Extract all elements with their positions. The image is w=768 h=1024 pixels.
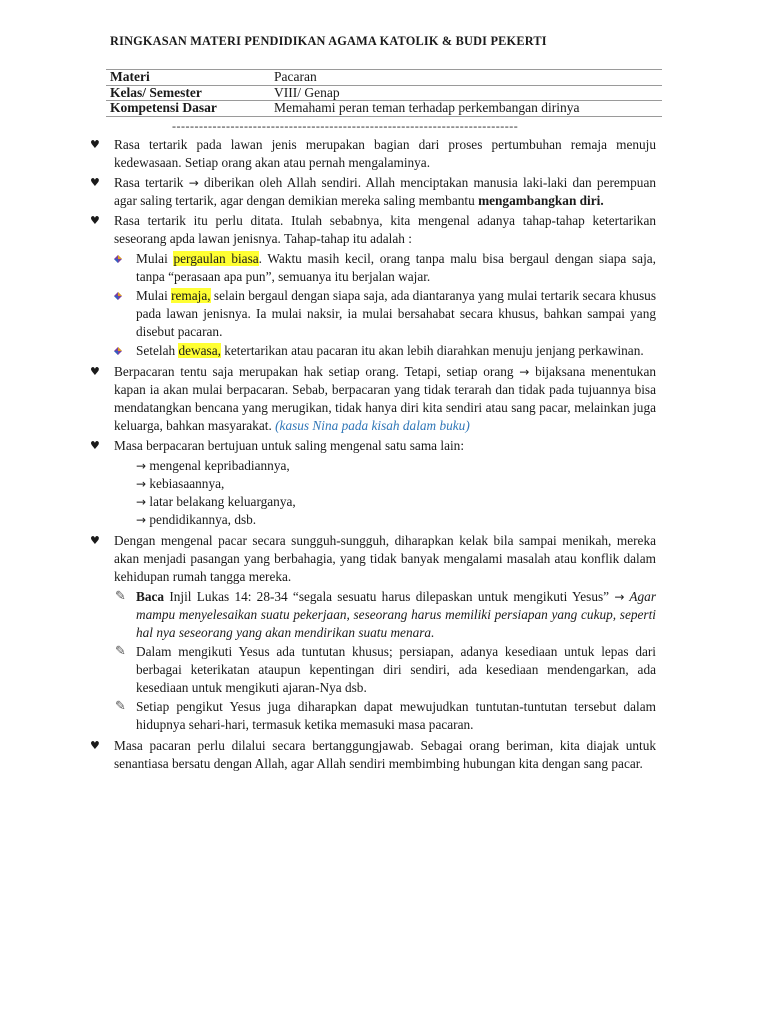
right-arrow-icon: →: [614, 590, 625, 604]
case-note-link: (kasus Nina pada kisah dalam buku): [275, 418, 470, 433]
heart-bullet-icon: ♥: [90, 138, 100, 151]
stage-item: [90, 287, 656, 341]
page-title: RINGKASAN MATERI PENDIDIKAN AGAMA KATOLIK & BUDI PEKERTI: [110, 34, 547, 48]
heart-bullet-icon: ♥: [90, 176, 100, 189]
bullet-paragraph: [90, 437, 656, 455]
list-item: [90, 511, 656, 529]
list-item-text: mengenal kepribadiannya,: [149, 458, 290, 473]
heart-bullet-icon: ♥: [90, 739, 100, 752]
list-item: [90, 475, 656, 493]
baca-label: Baca: [136, 589, 165, 604]
list-item-text: kebiasaannya,: [149, 476, 225, 491]
right-arrow-icon: →: [188, 176, 199, 190]
meta-value: VIII/ Genap: [270, 85, 662, 101]
paragraph-text: Masa pacaran perlu dilalui secara bertanggungjawab. Sebagai orang beriman, kita diajak untuk senantiasa bersatu dengan Allah, agar Allah sendiri membimbing hubungan kita dengan sang pacar.: [114, 738, 656, 771]
paragraph-text: Masa berpacaran bertujuan untuk saling mengenal satu sama lain:: [114, 438, 465, 453]
stage-prefix: Setelah: [136, 343, 179, 358]
highlighted-term: remaja,: [171, 288, 211, 303]
stage-text: . Waktu masih kecil, orang tanpa malu bisa bergaul dengan siapa saja, tanpa “perasaan apa pun”, semuanya itu berjalan wajar.: [136, 251, 656, 284]
bullet-paragraph: [90, 136, 656, 172]
diamond-arrow-icon: [114, 292, 122, 300]
bold-phrase: mengambangkan diri.: [478, 193, 604, 208]
stage-item: [90, 250, 656, 286]
right-arrow-icon: →: [136, 495, 147, 509]
meta-key: Kelas/ Semester: [106, 85, 270, 101]
list-item: [90, 493, 656, 511]
meta-value: Pacaran: [270, 70, 662, 86]
content-body: [90, 136, 656, 775]
pen-nib-icon: ✎: [115, 589, 126, 604]
dashed-divider: -----------------------------------------------------------------------------: [172, 119, 519, 133]
heart-bullet-icon: ♥: [90, 365, 100, 378]
scripture-ref: Injil Lukas 14: 28-34 “segala sesuatu harus dilepaskan untuk mengikuti Yesus”: [164, 589, 610, 604]
list-item-text: latar belakang keluarganya,: [149, 494, 296, 509]
bullet-paragraph: [90, 737, 656, 773]
point-text: Dalam mengikuti Yesus ada tuntutan khusus; persiapan, adanya kesediaan untuk lepas dari berbagai keterikatan ataupun kepentingan diri sendiri, ada kesediaan mendengarkan, ada kesediaan untuk mengikuti ajaran-Nya dsb.: [136, 644, 656, 695]
stage-text: selain bergaul dengan siapa saja, ada diantaranya yang mulai tertarik secara khusus pada lawan jenisnya. Ia mulai naksir, ia mulai bersahabat secara khusus, bahkan sampai yang disebut pacaran.: [136, 288, 656, 339]
bullet-paragraph: [90, 363, 656, 435]
diamond-arrow-icon: [114, 255, 122, 263]
bullet-paragraph: [90, 174, 656, 210]
meta-row: [106, 101, 662, 117]
meta-row: [106, 70, 662, 86]
meta-table: [106, 69, 662, 117]
right-arrow-icon: →: [136, 477, 147, 491]
paragraph-text: bijaksana menentukan kapan ia akan mulai berpacaran. Sebab, berpacaran yang tidak terarah dan tidak pada tujuannya bisa mendatangkan bencana yang merugikan, tidak hanya diri kita sendiri atau sang pacar, melainkan juga keluarga, bahkan masyarakat.: [114, 364, 656, 433]
scripture-item: [90, 588, 656, 642]
paragraph-text: diberikan oleh Allah sendiri. Allah menciptakan manusia laki-laki dan perempuan agar saling tertarik, agar dengan demikian mereka saling membantu: [114, 175, 656, 208]
heart-bullet-icon: ♥: [90, 439, 100, 452]
right-arrow-icon: →: [136, 459, 147, 473]
right-arrow-icon: →: [519, 365, 530, 379]
meta-key: Materi: [106, 70, 270, 86]
bullet-paragraph: [90, 212, 656, 248]
point-text: Setiap pengikut Yesus juga diharapkan dapat mewujudkan tuntutan-tuntutan tersebut dalam hidupnya sehari-hari, termasuk ketika memasuki masa pacaran.: [136, 699, 656, 732]
meta-key: Kompetensi Dasar: [106, 101, 270, 117]
diamond-arrow-icon: [114, 347, 122, 355]
highlighted-term: dewasa,: [178, 343, 221, 358]
heart-bullet-icon: ♥: [90, 214, 100, 227]
paragraph-text: Berpacaran tentu saja merupakan hak setiap orang. Tetapi, setiap orang: [114, 364, 520, 379]
list-item: [90, 457, 656, 475]
paragraph-text: Rasa tertarik pada lawan jenis merupakan bagian dari proses pertumbuhan remaja menuju kedewasaan. Setiap orang akan atau pernah mengalaminya.: [114, 137, 656, 170]
stage-prefix: Mulai: [136, 288, 172, 303]
paragraph-text: Rasa tertarik itu perlu ditata. Itulah sebabnya, kita mengenal adanya tahap-tahap ketertarikan seseorang apda lawan jenisnya. Tahap-tahap itu adalah :: [114, 213, 656, 246]
stage-item: [90, 342, 656, 360]
stage-prefix: Mulai: [136, 251, 174, 266]
list-item-text: pendidikannya, dsb.: [149, 512, 257, 527]
scripture-item: [90, 643, 656, 697]
highlighted-term: pergaulan biasa: [173, 251, 259, 266]
bullet-paragraph: [90, 532, 656, 586]
meta-value: Memahami peran teman terhadap perkembangan dirinya: [270, 101, 662, 117]
right-arrow-icon: →: [136, 513, 147, 527]
paragraph-text: Rasa tertarik: [114, 175, 189, 190]
pen-nib-icon: ✎: [115, 644, 126, 659]
paragraph-text: Dengan mengenal pacar secara sungguh-sungguh, diharapkan kelak bila sampai menikah, mereka akan menjadi pasangan yang berbahagia, yang tidak banyak mengalami masalah atau konflik dalam kehidupan rumah tangga mereka.: [114, 533, 656, 584]
meta-row: [106, 85, 662, 101]
pen-nib-icon: ✎: [115, 699, 126, 714]
scripture-item: [90, 698, 656, 734]
heart-bullet-icon: ♥: [90, 534, 100, 547]
scripture-explanation: Agar mampu menyelesaikan suatu pekerjaan, seseorang harus memiliki persiapan yang cukup, seperti hal nya seseorang yang akan mendirikan suatu menara.: [136, 589, 656, 640]
stage-text: ketertarikan atau pacaran itu akan lebih diarahkan menuju jenjang perkawinan.: [220, 343, 644, 358]
